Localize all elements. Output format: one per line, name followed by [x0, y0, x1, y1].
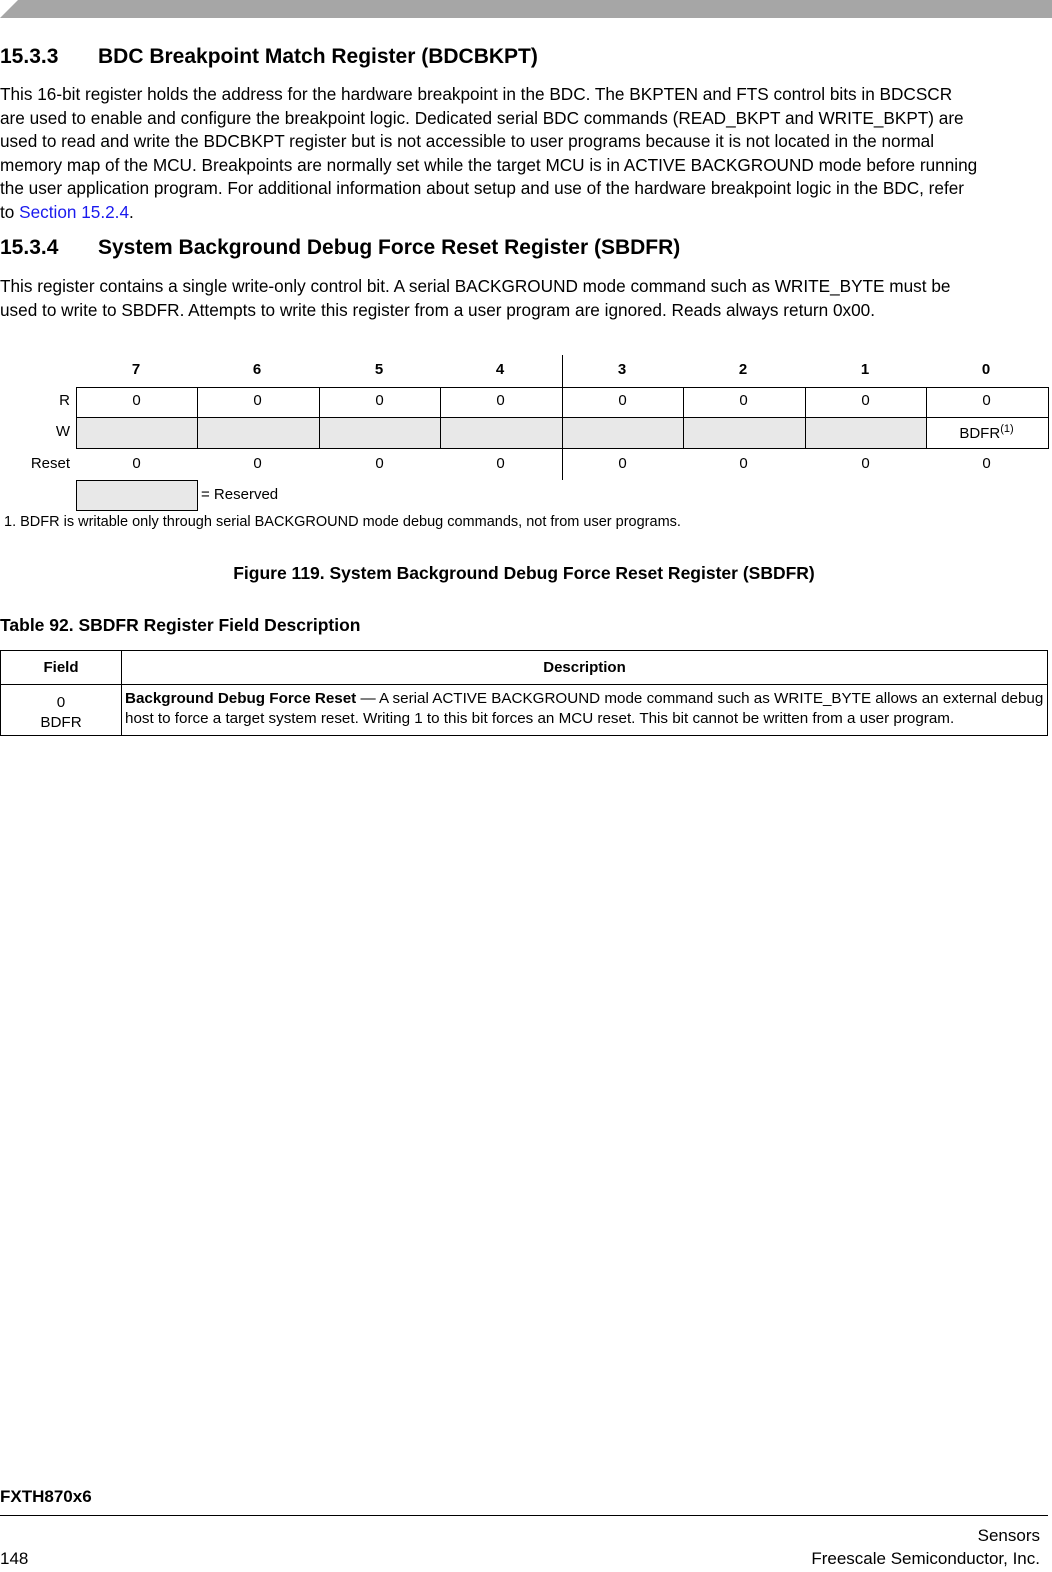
reset-value: 0	[982, 455, 991, 472]
bit-number: 5	[374, 361, 384, 378]
field-bit: 0	[56, 694, 66, 711]
bit-number: 7	[131, 361, 141, 378]
section-number: 15.3.3	[0, 45, 59, 68]
column-header-description: Description	[122, 651, 1048, 685]
table-title: Table 92. SBDFR Register Field Description	[0, 615, 361, 635]
description-cell	[122, 685, 1048, 736]
table-header-row	[1, 651, 1048, 685]
footer-category: Sensors	[977, 1526, 1040, 1545]
reserved-cell	[440, 418, 562, 448]
footer-company: Freescale Semiconductor, Inc.	[811, 1549, 1040, 1568]
section-link[interactable]: Section 15.2.4	[19, 201, 129, 222]
row-label-reset: Reset	[30, 455, 70, 472]
footer-part-number: FXTH870x6	[0, 1487, 92, 1506]
column-header-field: Field	[1, 651, 122, 685]
description-term: Background Debug Force Reset	[125, 690, 357, 707]
table-row	[1, 685, 1048, 736]
footnote-ref: (1)	[1000, 423, 1014, 435]
read-value: 0	[861, 392, 870, 409]
bit-number: 4	[495, 361, 505, 378]
section-number: 15.3.4	[0, 236, 59, 259]
reserved-cell	[805, 418, 926, 448]
reset-value: 0	[132, 455, 141, 472]
text-line: memory map of the MCU. Breakpoints are normally set while the target MCU is in ACTIVE BACKGROUND mode before running	[0, 154, 978, 175]
bit-number: 2	[738, 361, 748, 378]
reserved-legend-swatch	[76, 480, 198, 511]
text-line: used to read and write the BDCBKPT register but is not accessible to user programs because it is not located in the normal	[0, 131, 935, 151]
text-fragment: to	[0, 201, 20, 222]
bit-number: 1	[860, 361, 870, 378]
reset-value: 0	[739, 455, 748, 472]
read-value: 0	[496, 392, 505, 409]
header-bar	[0, 0, 1052, 18]
row-label-read: R	[59, 392, 70, 409]
bdfr-field	[926, 423, 1047, 442]
description-text: — A serial ACTIVE BACKGROUND mode command such as WRITE_BYTE allows an external debug host to force a target system reset. Writing 1 to this bit forces an MCU reset. This bit cannot be written from a user program.	[125, 690, 1044, 728]
bit-number: 3	[617, 361, 627, 378]
reset-value: 0	[496, 455, 505, 472]
row-label-write: W	[55, 423, 70, 440]
page-number: 148	[0, 1549, 29, 1568]
grid-line	[1048, 387, 1049, 449]
read-value: 0	[253, 392, 262, 409]
reset-value: 0	[375, 455, 384, 472]
reserved-cell	[319, 418, 440, 448]
paragraph-bdcbkpt	[0, 83, 1050, 224]
read-value: 0	[132, 392, 141, 409]
text-line: This register contains a single write-only control bit. A serial BACKGROUND mode command such as WRITE_BYTE must be	[0, 276, 951, 296]
reset-value: 0	[253, 455, 262, 472]
text-line: are used to enable and configure the breakpoint logic. Dedicated serial BDC commands (READ_BKPT and WRITE_BKPT) are	[0, 107, 964, 128]
register-footnote: 1. BDFR is writable only through serial BACKGROUND mode debug commands, not from user programs.	[4, 514, 681, 530]
text-line: used to write to SBDFR. Attempts to write this register from a user program are ignored. Reads always return 0x00.	[0, 299, 876, 320]
bdfr-label: BDFR	[959, 425, 1001, 442]
field-description-table	[0, 650, 1048, 736]
section-heading-sbdfr	[0, 236, 680, 260]
reserved-cell	[76, 418, 197, 448]
bit-number: 0	[981, 361, 991, 378]
field-name: BDFR	[40, 714, 82, 731]
read-value: 0	[375, 392, 384, 409]
reserved-cell	[197, 418, 319, 448]
text-line	[0, 201, 1050, 225]
footer-rule	[0, 1515, 1048, 1516]
read-value: 0	[982, 392, 991, 409]
text-line: This 16-bit register holds the address for the hardware breakpoint in the BDC. The BKPTEN and FTS control bits in BDCSCR	[0, 84, 953, 104]
reserved-legend-label: = Reserved	[201, 486, 279, 503]
figure-caption: Figure 119. System Background Debug Force Reset Register (SBDFR)	[233, 563, 815, 583]
read-value: 0	[739, 392, 748, 409]
section-title: System Background Debug Force Reset Register (SBDFR)	[98, 236, 681, 259]
reserved-cell	[562, 418, 683, 448]
field-cell	[1, 685, 122, 736]
bit-number: 6	[252, 361, 262, 378]
reset-value: 0	[618, 455, 627, 472]
section-title: BDC Breakpoint Match Register (BDCBKPT)	[98, 45, 538, 68]
reset-value: 0	[861, 455, 870, 472]
text-fragment: .	[129, 201, 134, 222]
section-heading-bdcbkpt	[0, 45, 538, 69]
paragraph-sbdfr	[0, 275, 1050, 322]
text-line: the user application program. For additional information about setup and use of the hardware breakpoint logic in the BDC, refer	[0, 178, 965, 198]
read-value: 0	[618, 392, 627, 409]
reserved-cell	[683, 418, 805, 448]
